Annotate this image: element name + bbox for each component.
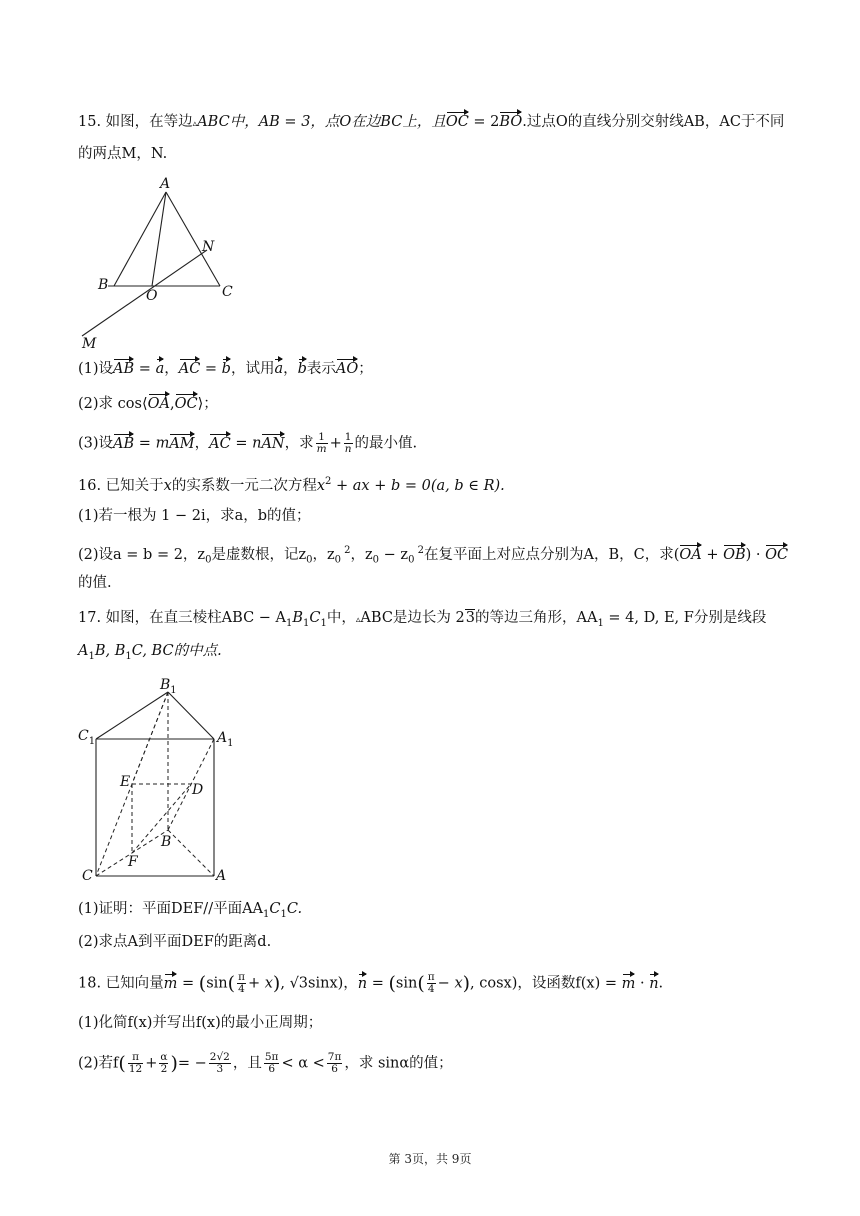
q17-part2: (2)求点A到平面DEF的距离d. [78,934,272,950]
label-B: B [161,834,172,850]
q16-part2-line2: 的值. [78,575,112,591]
q18-intro: 18. 已知向量m = (sin( $\frac{\pi}{4}$ + x), √3sinx)，n = (sin( $\frac{\pi}{4}$ − x), cosx)，设函数f(x) = m · n. [78,971,664,995]
label-O: O [146,288,158,304]
triangle-icon: ▵ [355,615,361,625]
label-A: A [216,868,227,884]
label-F: F [128,854,138,870]
q17-intro: 17. 如图，在直三棱柱ABC − $A_1B_1C_1$中，▵ABC是边长为 23的等边三角形，$AA_1 = 4$, D, E, F分别是线段 [78,610,767,629]
q15-part1: (1)设AB = a，AC = b，试用a，b表示AO； [78,358,790,380]
label-D: D [192,782,204,798]
label-E: E [120,774,131,790]
q15-intro-line2: 的两点M，N. [78,146,168,162]
label-C: C [222,284,233,300]
label-M: M [82,336,97,350]
q16-part2: (2)设a = b = 2，$z_0$是虚数根，记$z_0$，$z_0$ $^2$，$z_0 - z_0$ $^2$在复平面上对应点分别为A，B，C，求(OA + OB) · OC [78,545,789,566]
page-footer: 第 3页，共 9页 [388,1152,472,1166]
q15-part3: (3)设AB = mAM，AC = nAN，求 $\frac{1}{m}$ + $\frac{1}{n}$ 的最小值. [78,431,418,455]
label-C: C [82,868,93,884]
q15-part2: (2)求 cos⟨OA,OC⟩； [78,393,790,415]
label-C1: $C_1$ [78,728,96,747]
q16-intro: 16. 已知关于x的实系数一元二次方程$x^2$ + ax + b = 0(a, b ∈ R). [78,476,505,494]
label-N: N [202,239,215,255]
label-A: A [160,176,171,192]
label-B1: $B_1$ [160,677,177,696]
q16-part1: (1)若一根为 1 − 2i，求a，b的值； [78,508,311,524]
q18-part2: (2)若f( $\frac{\pi}{12}$ + $\frac{\alpha}{2}$ )= − $\frac{2√2}{3}$ ，且 $\frac{5\pi}{6}$ < α < $\frac{7\pi}{6}$ ，求 sinα的值； [78,1051,453,1075]
label-A1: $A_1$ [217,730,234,749]
q17-intro-line2: $A_1B$, $B_1C$, BC的中点. [78,643,222,662]
triangle-icon: ▵ [192,119,198,129]
q17-figure [74,672,254,888]
q17-part1: (1)证明：平面DEF//平面$AA_1C_1C$. [78,901,303,920]
q18-part1: (1)化简f(x)并写出f(x)的最小正周期； [78,1015,323,1031]
label-B: B [98,277,109,293]
q15-intro: 15. 如图，在等边▵ABC中，AB = 3，点O在边BC上，且OC = 2BO.过点O的直线分别交射线AB，AC于不同 [78,111,790,135]
q15-figure [74,174,244,350]
